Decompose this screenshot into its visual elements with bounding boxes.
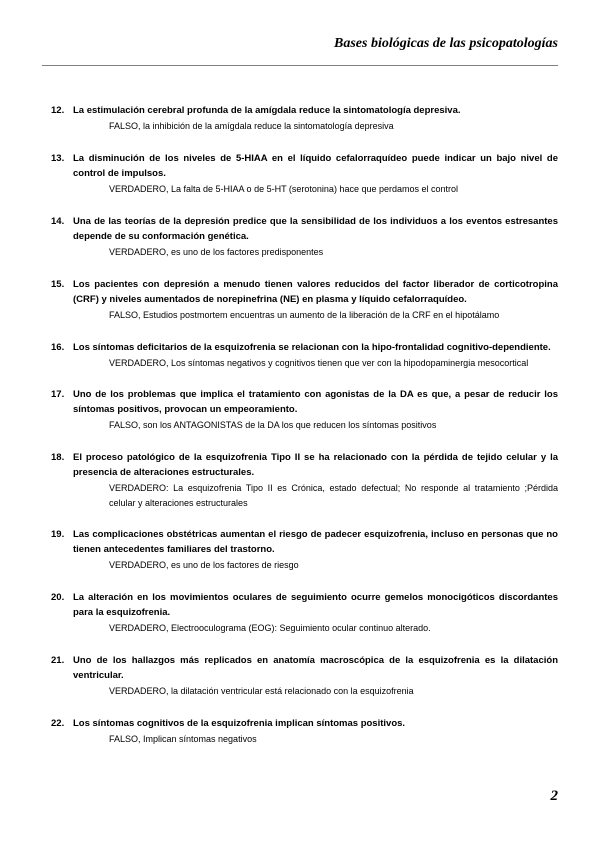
question-number: 16. bbox=[51, 342, 65, 353]
question-text: Una de las teorías de la depresión predice que la sensibilidad de los individuos a los eventos estresantes depende de su conformación genética. bbox=[73, 216, 558, 242]
question-text: Los síntomas cognitivos de la esquizofrenia implican síntomas positivos. bbox=[73, 718, 406, 729]
question-text: Las complicaciones obstétricas aumentan el riesgo de padecer esquizofrenia, incluso en personas que no tienen antecedentes familiares del trastorno. bbox=[73, 529, 558, 555]
question-answer: FALSO, son los ANTAGONISTAS de la DA los que reducen los síntomas positivos bbox=[109, 420, 437, 430]
question-answer: VERDADERO, Electrooculograma (EOG): Seguimiento ocular continuo alterado. bbox=[109, 623, 431, 633]
question-number: 15. bbox=[51, 279, 65, 290]
question-answer: VERDADERO: La esquizofrenia Tipo II es Crónica, estado defectual; No responde al tratamiento ;Pérdida celular y alteraciones estructurales bbox=[109, 483, 558, 508]
question-item bbox=[51, 590, 558, 636]
question-text: El proceso patológico de la esquizofrenia Tipo II se ha relacionado con la pérdida de tejido celular y la presencia de alteraciones estructurales. bbox=[73, 452, 558, 478]
question-text: La disminución de los niveles de 5-HIAA en el líquido cefalorraquídeo puede indicar un bajo nivel de control de impulsos. bbox=[73, 153, 558, 179]
question-text: Uno de los hallazgos más replicados en anatomía macroscópica de la esquizofrenia es la dilatación ventricular. bbox=[73, 655, 558, 681]
header-divider bbox=[42, 65, 558, 66]
question-number: 22. bbox=[51, 718, 65, 729]
question-number: 18. bbox=[51, 452, 65, 463]
question-item bbox=[51, 214, 558, 260]
question-answer: VERDADERO, La falta de 5-HIAA o de 5-HT (serotonina) hace que perdamos el control bbox=[109, 184, 459, 194]
question-answer: VERDADERO, es uno de los factores de riesgo bbox=[109, 560, 299, 570]
question-answer: VERDADERO, Los síntomas negativos y cognitivos tienen que ver con la hipodopaminergia mesocortical bbox=[109, 358, 529, 368]
question-item bbox=[51, 387, 558, 433]
question-item bbox=[51, 450, 558, 511]
question-number: 17. bbox=[51, 389, 65, 400]
question-text: La alteración en los movimientos oculares de seguimiento ocurre gemelos monocigóticos discordantes para la esquizofrenia. bbox=[73, 592, 558, 618]
question-item bbox=[51, 653, 558, 699]
question-answer: VERDADERO, es uno de los factores predisponentes bbox=[109, 247, 324, 257]
question-text: La estimulación cerebral profunda de la amígdala reduce la sintomatología depresiva. bbox=[73, 105, 461, 116]
question-number: 12. bbox=[51, 105, 65, 116]
question-item bbox=[51, 716, 558, 747]
question-text: Los pacientes con depresión a menudo tienen valores reducidos del factor liberador de corticotropina (CRF) y niveles aumentados de norepinefrina (NE) en plasma y líquido cefalorraquídeo. bbox=[73, 279, 558, 305]
question-item bbox=[51, 277, 558, 323]
question-number: 19. bbox=[51, 529, 65, 540]
page-number: 2 bbox=[550, 788, 558, 804]
question-item bbox=[51, 527, 558, 573]
running-header-title: Bases biológicas de las psicopatologías bbox=[334, 36, 558, 51]
question-number: 14. bbox=[51, 216, 65, 227]
question-item bbox=[51, 151, 558, 197]
question-number: 21. bbox=[51, 655, 65, 666]
question-answer: VERDADERO, la dilatación ventricular está relacionado con la esquizofrenia bbox=[109, 686, 414, 696]
question-answer: FALSO, Estudios postmortem encuentras un aumento de la liberación de la CRF en el hipotálamo bbox=[109, 310, 500, 320]
question-list bbox=[51, 103, 558, 764]
question-answer: FALSO, la inhibición de la amígdala reduce la sintomatología depresiva bbox=[109, 121, 394, 131]
question-item bbox=[51, 340, 558, 371]
question-text: Los síntomas deficitarios de la esquizofrenia se relacionan con la hipo-frontalidad cognitivo-dependiente. bbox=[73, 342, 551, 353]
question-number: 20. bbox=[51, 592, 65, 603]
question-number: 13. bbox=[51, 153, 65, 164]
question-answer: FALSO, Implican síntomas negativos bbox=[109, 734, 257, 744]
question-item bbox=[51, 103, 558, 134]
question-text: Uno de los problemas que implica el tratamiento con agonistas de la DA es que, a pesar de reducir los síntomas positivos, provocan un empeoramiento. bbox=[73, 389, 558, 415]
